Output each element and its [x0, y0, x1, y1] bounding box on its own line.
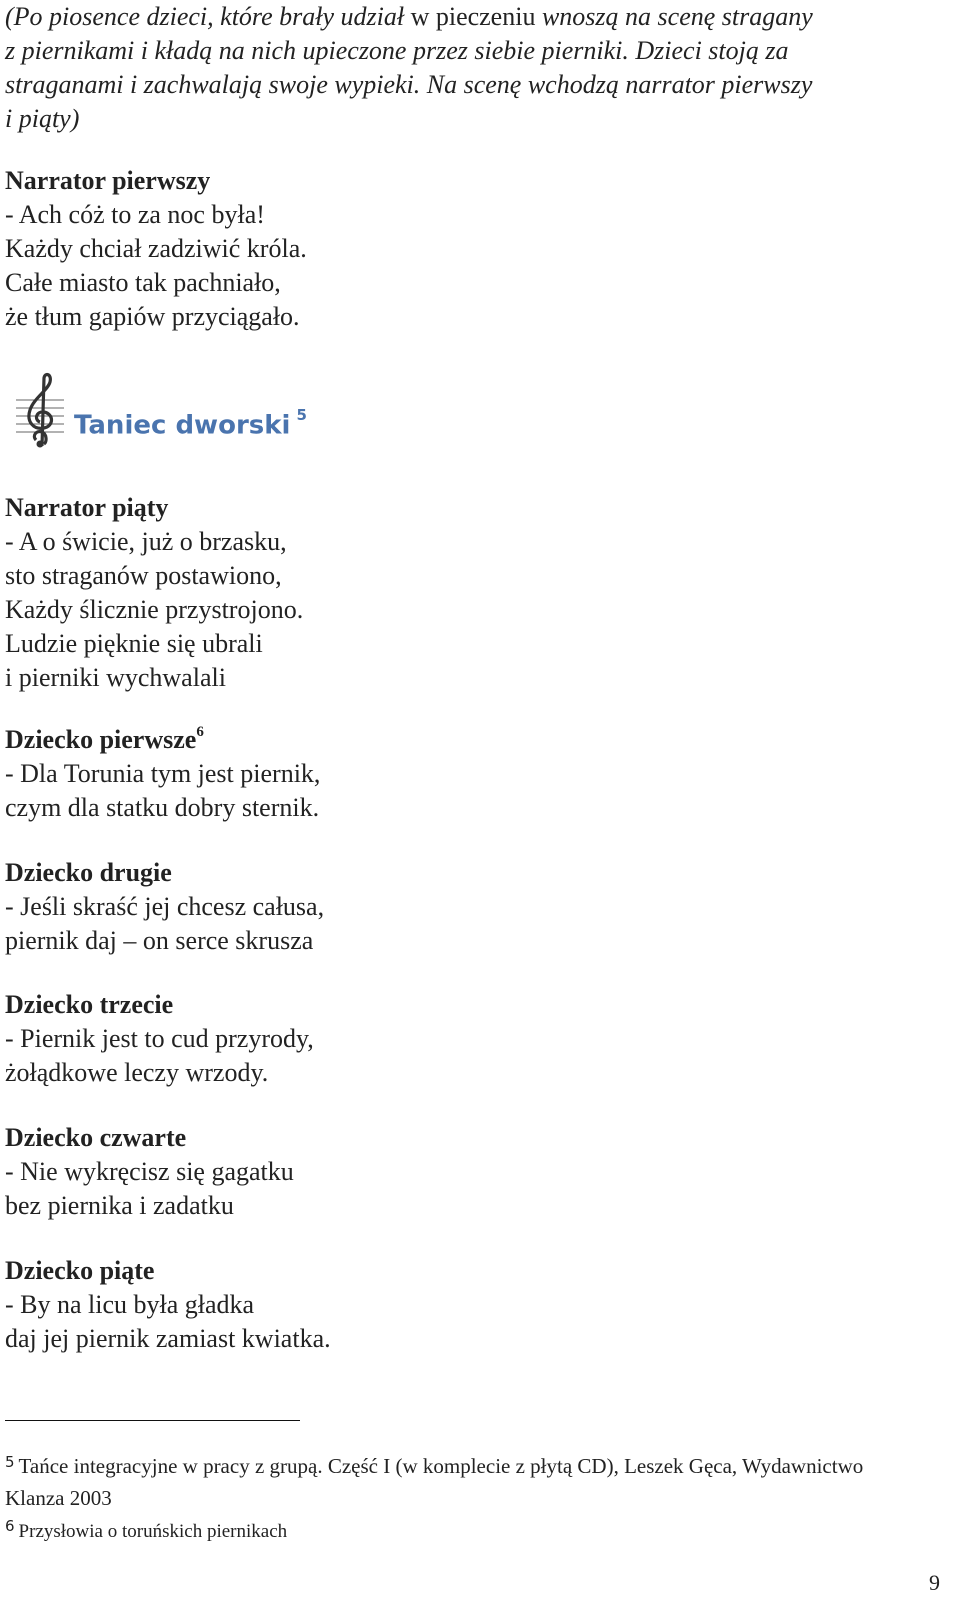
- verse-line: - Jeśli skraść jej chcesz całusa,: [5, 892, 325, 921]
- verse-line: - By na licu była gładka: [5, 1290, 255, 1319]
- footnote-ref: 5: [296, 406, 307, 424]
- song-title: [74, 406, 307, 441]
- verse-line: piernik daj – on serce skrusza: [5, 926, 314, 955]
- footnote-6: [5, 1517, 945, 1547]
- verse-line: żołądkowe leczy wrzody.: [5, 1058, 269, 1087]
- speaker-name: Narrator piąty: [5, 493, 169, 522]
- page-number: 9: [929, 1570, 940, 1595]
- stage-direction: [5, 0, 945, 136]
- verse-line: - Piernik jest to cud przyrody,: [5, 1024, 314, 1053]
- speaker-name: Narrator pierwszy: [5, 166, 211, 195]
- speaker-name: Dziecko drugie: [5, 858, 172, 887]
- verse-line: Ludzie pięknie się ubrali: [5, 629, 263, 658]
- footnote-text: Przysłowia o toruńskich piernikach: [18, 1521, 288, 1542]
- footnote-ref: 6: [196, 724, 204, 741]
- footnote-text: Tańce integracyjne w pracy z grupą. Część I (w komplecie z płytą CD), Leszek Gęca, Wydawnictwo: [18, 1454, 864, 1478]
- verse-line: - Ach cóż to za noc była!: [5, 200, 265, 229]
- stage-direction-text: w pieczeniu: [410, 2, 536, 31]
- verse-line: czym dla statku dobry sternik.: [5, 793, 320, 822]
- verse-line: - Dla Torunia tym jest piernik,: [5, 759, 321, 788]
- child1-part: [5, 723, 905, 825]
- narrator1-part: [5, 164, 905, 334]
- verse-line: Całe miasto tak pachniało,: [5, 268, 281, 297]
- footnote-separator: [5, 1420, 300, 1421]
- stage-direction-text: (Po piosence dzieci, które brały udział: [5, 2, 411, 31]
- stage-direction-line: [5, 0, 945, 34]
- footnote-number: 5: [5, 1453, 15, 1471]
- stage-direction-line: i piąty): [5, 104, 80, 133]
- verse-line: Każdy chciał zadziwić króla.: [5, 234, 307, 263]
- verse-line: daj jej piernik zamiast kwiatka.: [5, 1324, 331, 1353]
- stage-direction-line: z piernikami i kładą na nich upieczone przez siebie pierniki. Dzieci stoją za: [5, 36, 789, 65]
- song-heading: [14, 372, 414, 452]
- footnote-5: [5, 1451, 945, 1513]
- stage-direction-line: straganami i zachwalają swoje wypieki. Na scenę wchodzą narrator pierwszy: [5, 70, 813, 99]
- verse-line: - Nie wykręcisz się gagatku: [5, 1157, 294, 1186]
- speaker-name-text: Dziecko pierwsze: [5, 725, 197, 754]
- verse-line: Każdy ślicznie przystrojono.: [5, 595, 304, 624]
- speaker-name: [5, 723, 905, 757]
- speaker-name: Dziecko piąte: [5, 1256, 155, 1285]
- verse-line: i pierniki wychwalali: [5, 663, 226, 692]
- song-title-text: Taniec dworski: [74, 410, 291, 441]
- stage-direction-text: wnoszą na scenę stragany: [535, 2, 813, 31]
- narrator5-part: [5, 491, 905, 695]
- footnote-line: Klanza 2003: [5, 1486, 112, 1510]
- child2-part: [5, 856, 905, 958]
- treble-clef-icon: [14, 372, 66, 450]
- speaker-name: Dziecko czwarte: [5, 1123, 187, 1152]
- footnote-number: 6: [5, 1517, 15, 1535]
- child4-part: [5, 1121, 905, 1223]
- child3-part: [5, 988, 905, 1090]
- footnote-line: [5, 1451, 945, 1483]
- verse-line: sto straganów postawiono,: [5, 561, 282, 590]
- verse-line: bez piernika i zadatku: [5, 1191, 234, 1220]
- child5-part: [5, 1254, 905, 1356]
- speaker-name: Dziecko trzecie: [5, 990, 174, 1019]
- verse-line: - A o świcie, już o brzasku,: [5, 527, 287, 556]
- verse-line: że tłum gapiów przyciągało.: [5, 302, 300, 331]
